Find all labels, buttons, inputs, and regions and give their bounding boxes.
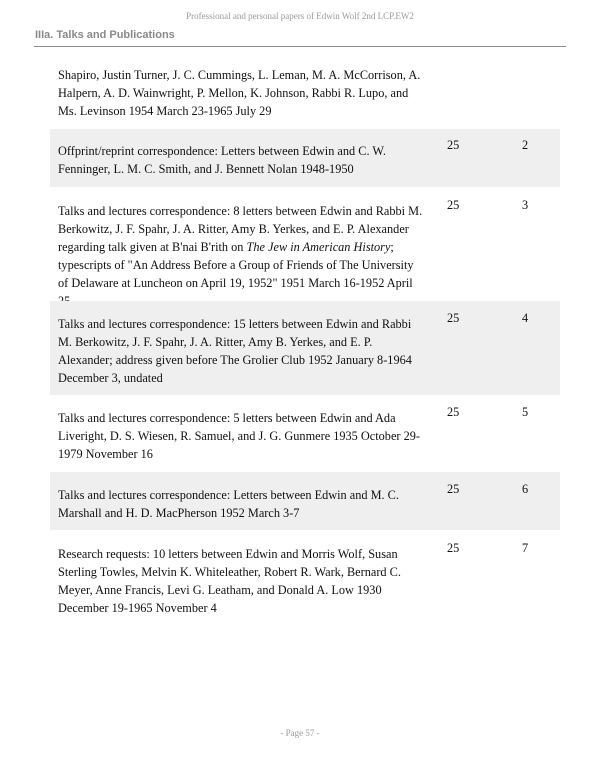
header-rule	[34, 46, 566, 47]
table-row	[50, 472, 560, 530]
box-number: 25	[447, 138, 460, 152]
folder-number: 6	[522, 482, 529, 496]
table-row	[50, 129, 560, 187]
table-row	[50, 55, 560, 126]
folder-number: 3	[522, 198, 529, 212]
folder-number: 2	[522, 138, 529, 152]
row-description	[58, 202, 423, 310]
table-row	[50, 188, 560, 301]
box-number: 25	[447, 405, 460, 419]
folder-number: 4	[522, 311, 529, 325]
table-row	[50, 395, 560, 472]
row-description: Talks and lectures correspondence: 5 letters between Edwin and Ada Liveright, D. S. Wiesen, R. Samuel, and J. G. Gunmere 1935 October 29-1979 November 16	[58, 411, 420, 461]
folder-number: 7	[522, 541, 529, 555]
talk-title: The Jew in American History	[246, 240, 391, 254]
row-description: Talks and lectures correspondence: 15 letters between Edwin and Rabbi M. Berkowitz, J. F. Spahr, J. A. Ritter, Amy B. Yerkes, and E. P. Alexander; address given before The Grolier Club 1952 January 8-1964 December 3, undated	[58, 317, 412, 385]
box-number: 25	[447, 198, 460, 212]
description-text: Talks and lectures correspondence: 8 letters between Edwin and Rabbi M. Berkowitz, J. F. Spahr, J. A. Ritter, Amy B. Yerkes, and E. P. Alexander regarding talk given at B'nai B'rith on	[58, 204, 423, 254]
row-description: Offprint/reprint correspondence: Letters between Edwin and C. W. Fenninger, L. M. C. Smith, and J. Bennett Nolan 1948-1950	[58, 144, 386, 176]
running-title: Professional and personal papers of Edwin Wolf 2nd LCP.EW2	[186, 11, 414, 21]
row-description: Talks and lectures correspondence: Letters between Edwin and M. C. Marshall and H. D. MacPherson 1952 March 3-7	[58, 488, 399, 520]
box-number: 25	[447, 482, 460, 496]
section-title: IIIa. Talks and Publications	[35, 29, 175, 41]
page-number: - Page 57 -	[280, 728, 320, 738]
row-description: Research requests: 10 letters between Edwin and Morris Wolf, Susan Sterling Towles, Melvin K. Whiteleather, Robert R. Wark, Bernard C. Meyer, Anne Francis, Levi G. Leatham, and Donald A. Low 1930 December 19-1965 November 4	[58, 547, 401, 615]
table-row	[50, 301, 560, 395]
description-text: ; typescripts of "An Address Before a Group of Friends of The University of Delaware at Luncheon on April 19, 1952" 1951 March 16-1952 April	[58, 240, 414, 290]
table-row	[50, 531, 560, 626]
row-description: Shapiro, Justin Turner, J. C. Cummings, L. Leman, M. A. McCorrison, A. Halpern, A. D. Wainwright, P. Mellon, K. Johnson, Rabbi R. Lupo, and Ms. Levinson 1954 March 23-1965 July 29	[58, 68, 421, 118]
box-number: 25	[447, 311, 460, 325]
folder-number: 5	[522, 405, 529, 419]
box-number: 25	[447, 541, 460, 555]
